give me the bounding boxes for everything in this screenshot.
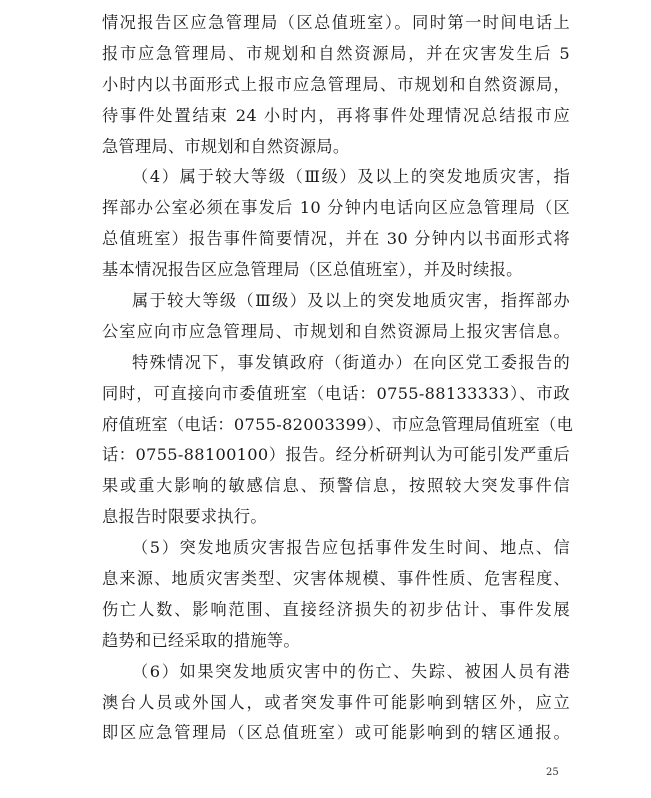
text-line: 报市应急管理局、市规划和自然资源局，并在灾害发生后 5 xyxy=(102,43,570,63)
text-line: 小时内以书面形式上报市应急管理局、市规划和自然资源局， xyxy=(102,74,570,94)
text-line: 基本情况报告区应急管理局（区总值班室），并及时续报。 xyxy=(102,260,523,280)
text-line: 急管理局、市规划和自然资源局。 xyxy=(102,136,350,156)
text-line: 话：0755-88100100）报告。经分析研判认为可能引发严重后 xyxy=(102,445,570,465)
text-line: 情况报告区应急管理局（区总值班室）。同时第一时间电话上 xyxy=(102,13,570,32)
text-line: 特殊情况下，事发镇政府（街道办）在向区党工委报告的 xyxy=(132,352,570,372)
text-line: 待事件处置结束 24 小时内，再将事件处理情况总结报市应 xyxy=(102,105,570,125)
text-line: 公室应向市应急管理局、市规划和自然资源局上报灾害信息。 xyxy=(102,321,570,341)
text-line: 果或重大影响的敏感信息、预警信息，按照较大突发事件信 xyxy=(102,476,570,496)
text-line: 澳台人员或外国人，或者突发事件可能影响到辖区外，应立 xyxy=(102,692,570,712)
text-line: 趋势和已经采取的措施等。 xyxy=(102,630,300,650)
text-line: 挥部办公室必须在事发后 10 分钟内电话向区应急管理局（区 xyxy=(102,198,570,218)
text-line: （6）如果突发地质灾害中的伤亡、失踪、被困人员有港 xyxy=(132,661,570,681)
text-line: 同时，可直接向市委值班室（电话：0755-88133333）、市政 xyxy=(102,383,570,403)
text-line: （4）属于较大等级（Ⅲ级）及以上的突发地质灾害，指 xyxy=(132,167,570,187)
text-line: 息报告时限要求执行。 xyxy=(102,507,267,527)
page-number: 25 xyxy=(546,767,559,778)
text-line: （5）突发地质灾害报告应包括事件发生时间、地点、信 xyxy=(132,538,570,558)
body-text xyxy=(102,8,574,749)
text-line: 府值班室（电话：0755-82003399）、市应急管理局值班室（电 xyxy=(102,414,574,434)
text-line: 伤亡人数、影响范围、直接经济损失的初步估计、事件发展 xyxy=(102,599,570,619)
text-line: 总值班室）报告事件简要情况，并在 30 分钟内以书面形式将 xyxy=(102,229,570,249)
text-line: 息来源、地质灾害类型、灾害体规模、事件性质、危害程度、 xyxy=(102,569,570,589)
text-line: 即区应急管理局（区总值班室）或可能影响到的辖区通报。 xyxy=(102,723,570,743)
text-line: 属于较大等级（Ⅲ级）及以上的突发地质灾害，指挥部办 xyxy=(132,291,570,311)
